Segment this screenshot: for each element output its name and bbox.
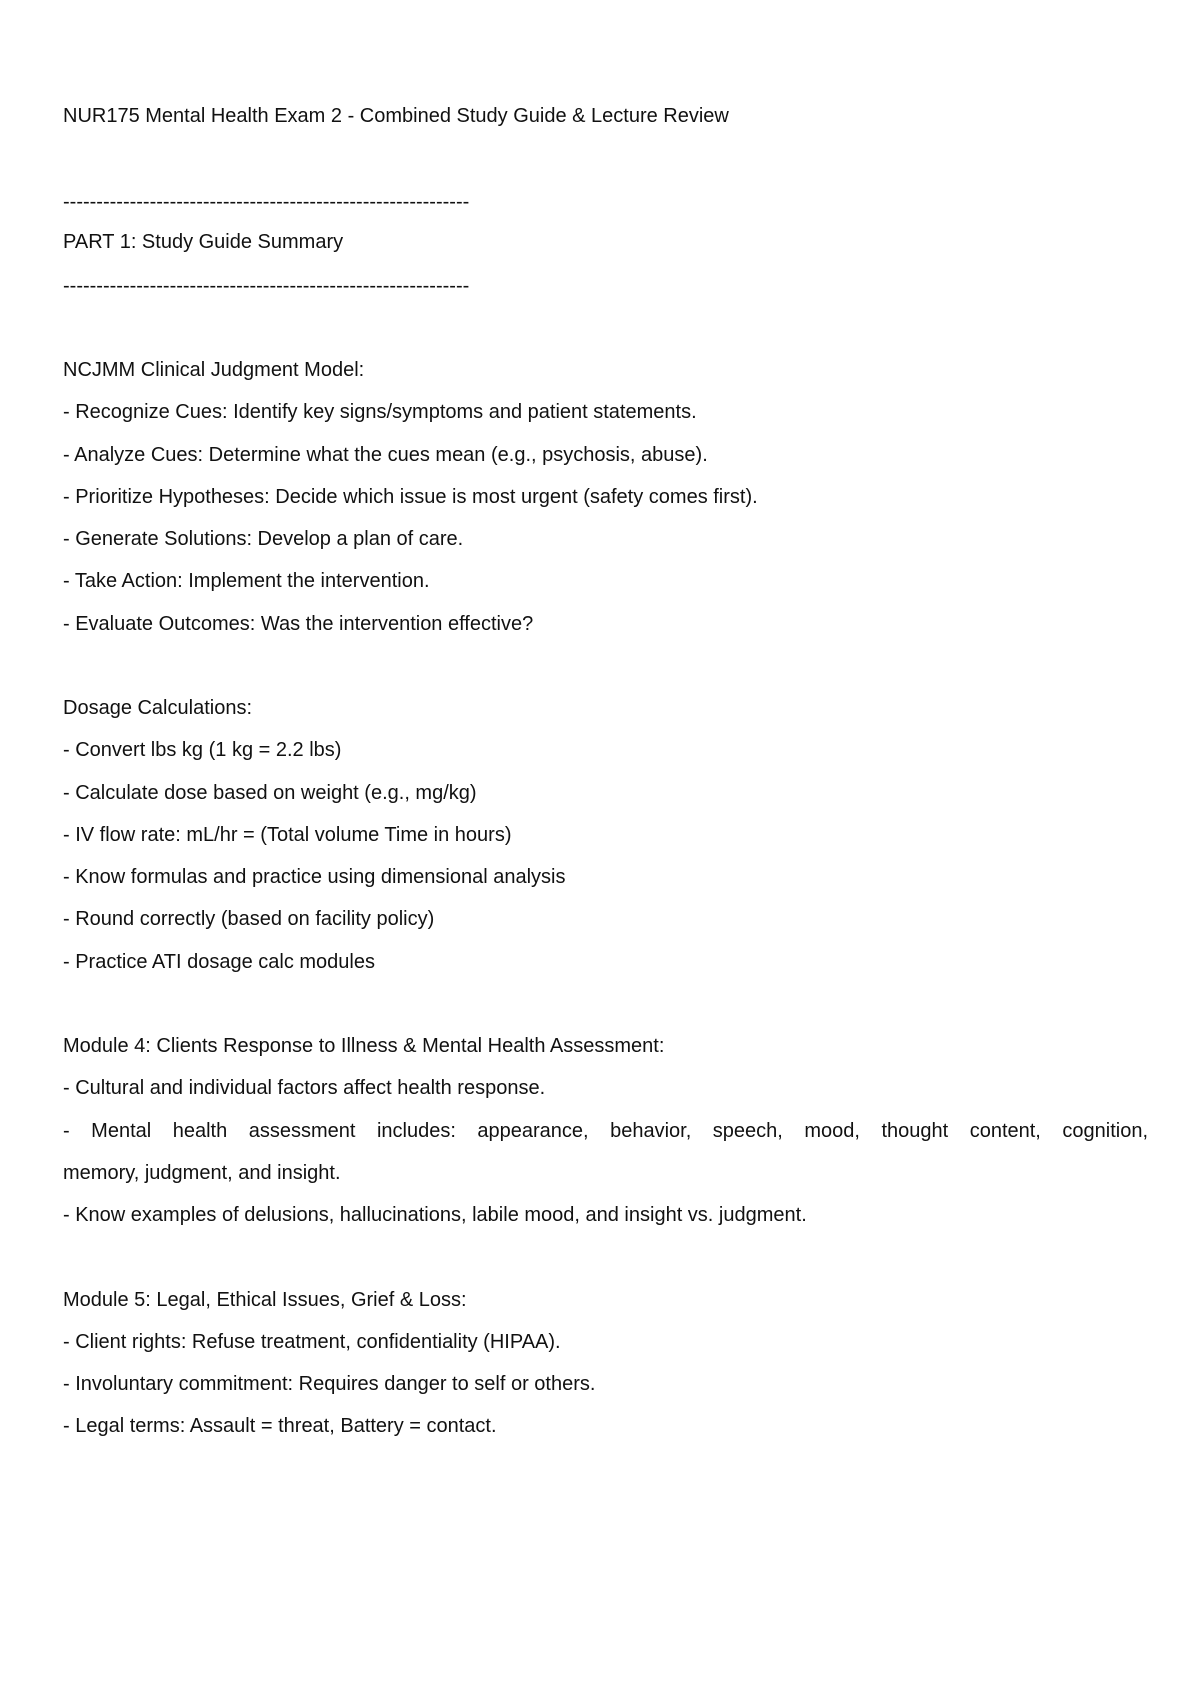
list-item: - Know formulas and practice using dimensional analysis: [63, 866, 566, 888]
document-title: NUR175 Mental Health Exam 2 - Combined Study Guide & Lecture Review: [63, 105, 729, 127]
dosage-heading: Dosage Calculations:: [63, 697, 252, 719]
list-item: - Know examples of delusions, hallucinations, labile mood, and insight vs. judgment.: [63, 1204, 807, 1226]
list-item: - Cultural and individual factors affect health response.: [63, 1077, 546, 1099]
list-item: - Evaluate Outcomes: Was the intervention effective?: [63, 613, 534, 635]
list-item: - Legal terms: Assault = threat, Battery = contact.: [63, 1415, 497, 1437]
list-item: - Convert lbs kg (1 kg = 2.2 lbs): [63, 739, 342, 761]
divider-bottom: -------------------------------------------------------------: [63, 275, 470, 297]
list-item: - Involuntary commitment: Requires danger to self or others.: [63, 1373, 596, 1395]
list-item: - Round correctly (based on facility policy): [63, 908, 435, 930]
list-item: - Take Action: Implement the intervention.: [63, 570, 430, 592]
divider-top: -------------------------------------------------------------: [63, 191, 470, 213]
list-item-continuation: memory, judgment, and insight.: [63, 1162, 341, 1184]
list-item: - Practice ATI dosage calc modules: [63, 951, 375, 973]
part1-heading: PART 1: Study Guide Summary: [63, 231, 344, 253]
list-item: - Prioritize Hypotheses: Decide which issue is most urgent (safety comes first).: [63, 486, 758, 508]
module5-heading: Module 5: Legal, Ethical Issues, Grief & Loss:: [63, 1289, 467, 1311]
ncjmm-heading: NCJMM Clinical Judgment Model:: [63, 359, 365, 381]
list-item: - Mental health assessment includes: appearance, behavior, speech, mood, thought content, cognition,: [63, 1120, 1148, 1142]
list-item: - IV flow rate: mL/hr = (Total volume Time in hours): [63, 824, 512, 846]
module4-heading: Module 4: Clients Response to Illness & Mental Health Assessment:: [63, 1035, 665, 1057]
list-item: - Calculate dose based on weight (e.g., mg/kg): [63, 782, 477, 804]
list-item: - Recognize Cues: Identify key signs/symptoms and patient statements.: [63, 401, 697, 423]
list-item: - Generate Solutions: Develop a plan of care.: [63, 528, 464, 550]
list-item: - Client rights: Refuse treatment, confidentiality (HIPAA).: [63, 1331, 561, 1353]
list-item: - Analyze Cues: Determine what the cues mean (e.g., psychosis, abuse).: [63, 444, 708, 466]
